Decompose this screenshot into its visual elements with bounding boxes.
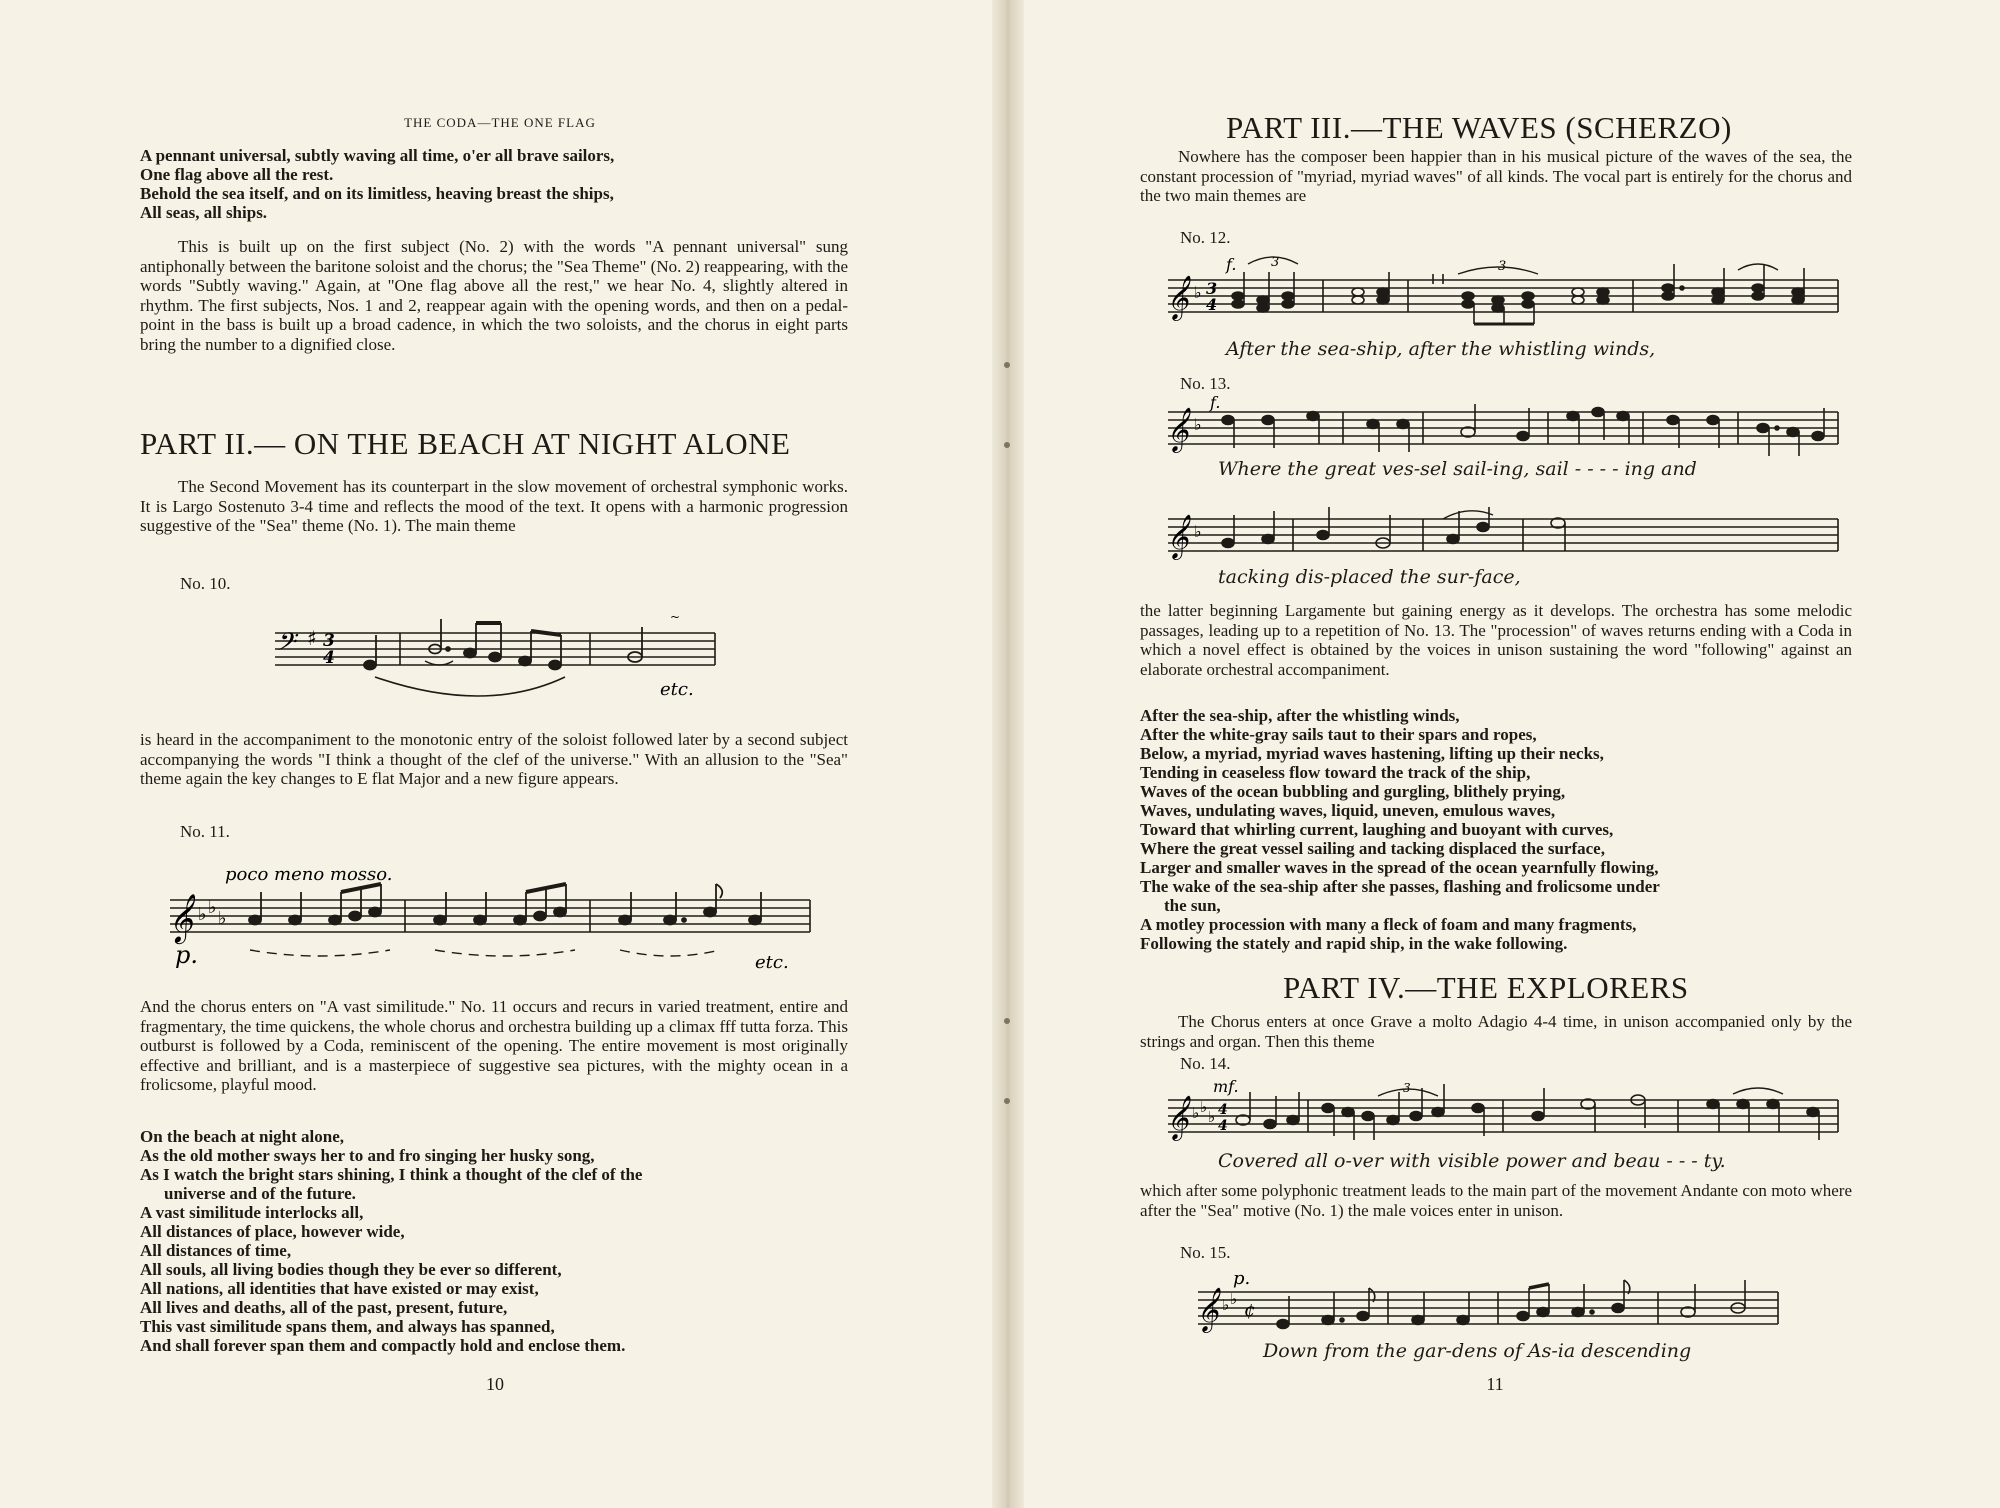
svg-text:♭: ♭ (1194, 415, 1202, 434)
verse-line: All distances of place, however wide, (140, 1222, 405, 1241)
svg-text:3: 3 (1271, 255, 1280, 270)
example-13-lyric-1: Where the great ves-sel sail-ing, sail - - - - ing and (1218, 458, 1697, 480)
svg-text:♭: ♭ (208, 897, 217, 918)
example-label-13: No. 13. (1180, 374, 1231, 393)
section-heading-part-3: PART III.—THE WAVES (SCHERZO) (1226, 110, 1732, 145)
running-head: THE CODA—THE ONE FLAG (404, 115, 596, 130)
verse-line: Waves of the ocean bubbling and gurgling, blithely prying, (1140, 782, 1566, 801)
binding-mark (1004, 1018, 1010, 1024)
verse-line: Tending in ceaseless flow toward the track of the ship, (1140, 763, 1531, 782)
verse-line: All nations, all identities that have existed or may exist, (140, 1279, 539, 1298)
svg-text:3: 3 (323, 631, 335, 651)
example-14-dynamic: mf. (1213, 1077, 1239, 1096)
svg-text:4: 4 (1206, 295, 1218, 314)
verse-line: As I watch the bright stars shining, I think a thought of the clef of the (140, 1165, 643, 1184)
binding-mark (1004, 1098, 1010, 1104)
svg-text:𝄞: 𝄞 (1196, 1287, 1219, 1331)
svg-text:♯: ♯ (307, 626, 317, 650)
verse-line: Waves, undulating waves, liquid, uneven, emulous waves, (1140, 801, 1556, 820)
verse-line: Toward that whirling current, laughing and buoyant with curves, (1140, 820, 1614, 839)
svg-text:f.: f. (1226, 255, 1237, 274)
music-example-13-line-2 (1158, 505, 1848, 565)
section-heading-part-2: PART II.— ON THE BEACH AT NIGHT ALONE (140, 426, 791, 461)
svg-text:3: 3 (1498, 259, 1507, 274)
example-15-lyric: Down from the gar-dens of As-ia descending (1263, 1340, 1692, 1362)
paragraph-largamente: the latter beginning Largamente but gaining energy as it develops. The orchestra has some melodic passages, leading up to a repetition of No. 13. The "procession" of waves returns ending with a Coda in which a novel effect is obtained by the voices in unison sustaining the word "following" against an elaborate orchestral accompaniment. (1140, 601, 1852, 679)
verse-line: After the white-gray sails taut to their spars and ropes, (1140, 725, 1537, 744)
section-heading-part-4: PART IV.—THE EXPLORERS (1283, 970, 1689, 1005)
example-label-10: No. 10. (180, 574, 231, 593)
svg-text:♭: ♭ (1222, 1296, 1230, 1314)
svg-text:♭: ♭ (218, 908, 227, 929)
music-example-15 (1188, 1268, 1788, 1343)
example-15-dynamic: p. (1233, 1268, 1251, 1289)
verse-line: All seas, all ships. (140, 203, 268, 222)
verse-line: All souls, all living bodies though they be ever so different, (140, 1260, 562, 1279)
music-example-14 (1158, 1078, 1848, 1148)
verse-line: And shall forever span them and compactly hold and enclose them. (140, 1336, 626, 1355)
verse-line: A pennant universal, subtly waving all time, o'er all brave sailors, (140, 146, 615, 165)
verse-line: A motley procession with many a fleck of foam and many fragments, (1140, 915, 1637, 934)
svg-text:f.: f. (1210, 393, 1221, 412)
verse-line: Larger and smaller waves in the spread of the ocean yearnfully flowing, (1140, 858, 1659, 877)
svg-text:𝄞: 𝄞 (168, 893, 193, 942)
svg-text:𝄞: 𝄞 (1166, 1095, 1189, 1139)
example-13-lyric-2: tacking dis-placed the sur-face, (1218, 566, 1521, 588)
verse-line: After the sea-ship, after the whistling winds, (1140, 706, 1460, 725)
music-example-12 (1158, 250, 1848, 330)
svg-text:~: ~ (670, 610, 681, 624)
svg-text:3: 3 (1206, 279, 1218, 298)
page-number-left: 10 (486, 1374, 504, 1394)
binding-mark (1004, 362, 1010, 368)
music-example-13-line-1 (1158, 393, 1848, 458)
example-label-11: No. 11. (180, 822, 230, 841)
paragraph-chorus-enters: And the chorus enters on "A vast similitude." No. 11 occurs and recurs in varied treatment, entire and fragmentary, the time quickens, the whole chorus and orchestra building up a climax fff tutta forza. This outburst is followed by a Coda, reminiscent of the opening. The entire movement is most originally effective and brilliant, and is a masterpiece of suggestive sea pictures, with the mighty ocean in a frolicsome, playful mood. (140, 997, 848, 1094)
svg-text:♭: ♭ (1194, 522, 1202, 541)
paragraph-second-movement: The Second Movement has its counterpart in the slow movement of orchestral symphonic works. It is Largo Sostenuto 3-4 time and reflects the mood of the text. It opens with a harmonic progression suggestive of the "Sea" theme (No. 1). The main theme (140, 477, 848, 535)
example-12-lyric: After the sea-ship, after the whistling winds, (1226, 338, 1656, 360)
verse-line: As the old mother sways her to and fro singing her husky song, (140, 1146, 595, 1165)
example-label-15: No. 15. (1180, 1243, 1231, 1262)
svg-text:3: 3 (1403, 1081, 1411, 1095)
verse-line: Behold the sea itself, and on its limitless, heaving breast the ships, (140, 184, 614, 203)
verse-line: Where the great vessel sailing and tacking displaced the surface, (1140, 839, 1605, 858)
svg-text:4: 4 (323, 648, 335, 668)
svg-text:4: 4 (1218, 1118, 1228, 1134)
book-gutter (992, 0, 1024, 1508)
verse-line: One flag above all the rest. (140, 165, 334, 184)
verse-line: All lives and deaths, all of the past, present, future, (140, 1298, 508, 1317)
paragraph-second-subject: is heard in the accompaniment to the monotonic entry of the soloist followed later by a second subject accompanying the words "I think a thought of the clef of the universe." With an allusion to the "Sea" theme again the key changes to E flat Major and a new figure appears. (140, 730, 848, 788)
verse-block-2 (140, 1127, 880, 1355)
example-11-etc: etc. (755, 952, 789, 973)
svg-text:𝄞: 𝄞 (1166, 275, 1189, 319)
page-number-right: 11 (1486, 1374, 1504, 1394)
verse-block-3 (1140, 706, 1860, 953)
verse-line: On the beach at night alone, (140, 1127, 345, 1146)
music-example-11 (160, 858, 820, 973)
music-example-10 (265, 610, 725, 705)
svg-text:𝄞: 𝄞 (1166, 514, 1189, 558)
svg-text:𝄞: 𝄞 (1166, 407, 1189, 451)
svg-text:♭: ♭ (198, 904, 207, 925)
example-label-12: No. 12. (1180, 228, 1231, 247)
verse-line: the sun, (1164, 896, 1221, 915)
verse-line: The wake of the sea-ship after she passes, flashing and frolicsome under (1140, 877, 1660, 896)
verse-line: Below, a myriad, myriad waves hastening, lifting up their necks, (1140, 744, 1604, 763)
binding-mark (1004, 442, 1010, 448)
svg-text:♭: ♭ (1208, 1108, 1216, 1126)
example-11-dynamic: p. (175, 941, 198, 969)
paragraph-waves: Nowhere has the composer been happier than in his musical picture of the waves of the sea, the constant procession of "myriad, myriad waves" of all kinds. The vocal part is entirely for the chorus and the two main themes are (1140, 147, 1852, 205)
svg-text:♭: ♭ (1230, 1290, 1238, 1308)
example-14-lyric: Covered all o-ver with visible power and beau - - - ty. (1218, 1150, 1726, 1172)
verse-block-1 (140, 146, 880, 222)
example-10-etc: etc. (660, 679, 694, 700)
svg-text:♭: ♭ (1192, 1104, 1200, 1122)
paragraph-polyphonic: which after some polyphonic treatment leads to the main part of the movement Andante con moto where after the "Sea" motive (No. 1) the male voices enter in unison. (1140, 1181, 1852, 1220)
verse-line: All distances of time, (140, 1241, 292, 1260)
svg-text:♭: ♭ (1200, 1098, 1208, 1116)
verse-line: A vast similitude interlocks all, (140, 1203, 364, 1222)
verse-line: This vast similitude spans them, and always has spanned, (140, 1317, 555, 1336)
svg-text:𝄢: 𝄢 (275, 628, 295, 663)
verse-line: Following the stately and rapid ship, in the wake following. (1140, 934, 1568, 953)
paragraph-explorers: The Chorus enters at once Grave a molto Adagio 4-4 time, in unison accompanied only by the strings and organ. Then this theme (1140, 1012, 1852, 1051)
verse-line: universe and of the future. (164, 1184, 356, 1203)
svg-text:4: 4 (1218, 1102, 1228, 1118)
svg-text:¢: ¢ (1244, 1300, 1256, 1321)
paragraph-coda: This is built up on the first subject (No. 2) with the words "A pennant universal" sung antiphonally between the baritone soloist and the chorus; the "Sea Theme" (No. 2) reappearing, with the words "Subtly waving." Again, at "One flag above all the rest," we hear No. 4, slightly altered in rhythm. The first subjects, Nos. 1 and 2, reappear again with the opening words, and then on a pedal-point in the bass is built up a broad cadence, in which the two soloists, and the chorus in eight parts bring the number to a dignified close. (140, 237, 848, 354)
svg-text:♭: ♭ (1194, 283, 1202, 302)
right-page (1008, 0, 2000, 1508)
example-label-14: No. 14. (1180, 1054, 1231, 1073)
example-11-tempo: poco meno mosso. (225, 864, 393, 885)
